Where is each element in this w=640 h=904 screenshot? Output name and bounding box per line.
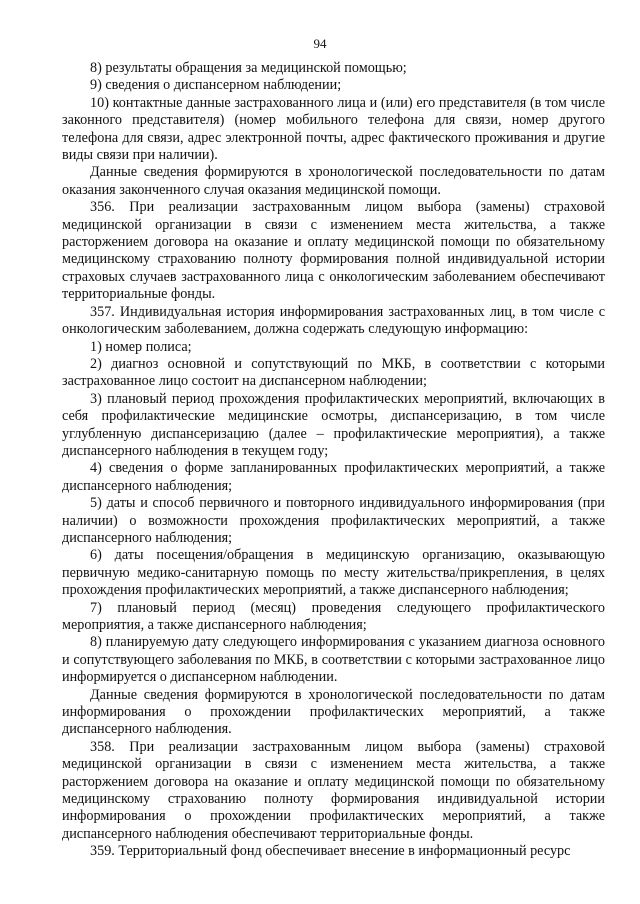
paragraph: 359. Территориальный фонд обеспечивает внесение в информационный ресурс (90, 843, 571, 860)
paragraph: 2) диагноз основной и сопутствующий по МКБ, в соответствии с которыми застрахованное лицо состоит на диспансерном наблюдении; (62, 355, 605, 390)
paragraph: 4) сведения о форме запланированных профилактических мероприятий, а также диспансерного наблюдения; (62, 460, 605, 494)
paragraph: 6) даты посещения/обращения в медицинскую организацию, оказывающую первичную медико-санитарную помощь по месту жительства/прикрепления, в целях прохождения профилактических мероприятий, а также диспансерного наблюдения; (62, 547, 605, 599)
paragraph: 7) плановый период (месяц) проведения следующего профилактического мероприятия, а также диспансерного наблюдения; (62, 599, 605, 633)
paragraph: 356. При реализации застрахованным лицом выбора (замены) страховой медицинской организации в связи с изменением места жительства, а также расторжением договора на оказание и оплату медицинской помощи по обязательному медицинскому страхованию полноту формирования полной индивидуальной истории страховых случаев застрахованного лица с онкологическим заболеванием обеспечивают территориальные фонды. (62, 199, 605, 303)
paragraph: 358. При реализации застрахованным лицом выбора (замены) страховой медицинской организации в связи с изменением места жительства, а также расторжением договора на оказание и оплату медицинской помощи по обязательному медицинскому страхованию полноту формирования индивидуальной истории информирования о прохождении профилактических мероприятий, а также диспансерного наблюдения обеспечивают территориальные фонды. (62, 738, 605, 842)
document-body (62, 60, 605, 861)
paragraph: Данные сведения формируются в хронологической последовательности по датам информирования о прохождении профилактических мероприятий, а также диспансерного наблюдения. (62, 686, 605, 738)
paragraph: 8) результаты обращения за медицинской помощью; (90, 60, 407, 76)
paragraph: Данные сведения формируются в хронологической последовательности по датам оказания законченного случая оказания медицинской помощи. (62, 164, 605, 198)
paragraph: 3) плановый период прохождения профилактических мероприятий, включающих в себя профилактические медицинские осмотры, диспансеризацию, в том числе углубленную диспансеризацию (далее – профилактические мероприятия), а также диспансерного наблюдения в текущем году; (62, 390, 605, 459)
page-number: 94 (313, 36, 327, 51)
paragraph: 10) контактные данные застрахованного лица и (или) его представителя (в том числе законного представителя) (номер мобильного телефона для связи, номер другого телефона для связи, адрес электронной почты, адрес фактического проживания и другие виды связи при наличии). (62, 94, 605, 164)
paragraph: 8) планируемую дату следующего информирования с указанием диагноза основного и сопутствующего заболевания по МКБ, в соответствии с которыми застрахованное лицо информируется о диспансерном наблюдении. (62, 634, 605, 686)
paragraph: 1) номер полиса; (90, 338, 192, 355)
paragraph: 357. Индивидуальная история информирования застрахованных лиц, в том числе с онкологическим заболеванием, должна содержать следующую информацию: (62, 303, 605, 338)
paragraph: 5) даты и способ первичного и повторного индивидуального информирования (при наличии) о возможности прохождения профилактических мероприятий, а также диспансерного наблюдения; (62, 495, 605, 546)
paragraph: 9) сведения о диспансерном наблюдении; (90, 77, 342, 94)
